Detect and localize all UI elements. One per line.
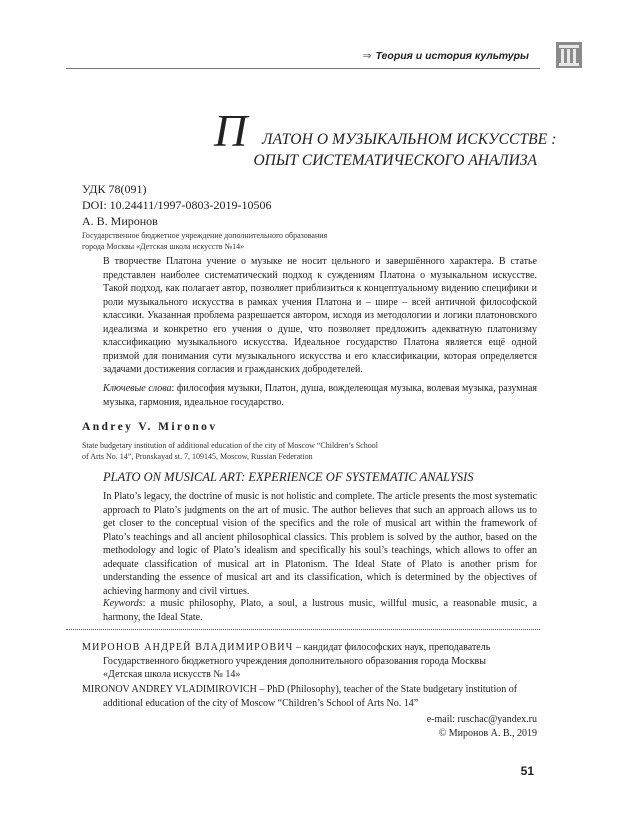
keywords-ru-text: : философия музыки, Платон, душа, вожделеющая музыка, волевая музыка, разумная музыка, гармония, идеальное государство. bbox=[103, 383, 537, 408]
page-number: 51 bbox=[520, 764, 534, 778]
author-ru: А. В. Миронов bbox=[82, 214, 158, 228]
keywords-en-label: Keywords bbox=[103, 598, 143, 609]
bio-ru-line-1 bbox=[82, 641, 537, 655]
bio-ru-line-3: «Детская школа искусств № 14» bbox=[103, 669, 241, 680]
affiliation-ru-line: города Москвы «Детская школа искусств №14» bbox=[82, 242, 245, 251]
title-line-1: ЛАТОН О МУЗЫКАЛЬНОМ ИСКУССТВЕ : bbox=[262, 131, 557, 148]
affiliation-en-line: State budgetary institution of additional education of the city of Moscow “Children’s School bbox=[82, 441, 378, 450]
doi: DOI: 10.24411/1997-0803-2019-10506 bbox=[82, 198, 272, 212]
abstract-ru: В творчестве Платона учение о музыке не носит цельного и завершённого характера. В статье представлен наиболее систематический подход к суждениям Платона о музыкальном искусстве. Такой подход, как полагает автор, позволяет приблизиться к концептуальному видению специфики и роли музыкального искусства в рамках учения Платона и – шире – всей античной философской классики. Указанная проблема разрешается автором, исходя из методологии и логики платоновского идеализма и конкретно его учения о душе, что позволяет предложить адекватную платонизму классификацию музыкального искусства. Идеальное государство Платона является ещё одной призмой для понимания сути музыкального искусства и его классификации, которая определяется задачами достижения согласия и гражданских добродетелей. bbox=[103, 256, 537, 375]
column-logo-icon bbox=[556, 40, 582, 70]
bio-ru bbox=[82, 641, 537, 682]
affiliation-ru-line: Государственное бюджетное учреждение дополнительного образования bbox=[82, 231, 328, 240]
abstract-en: In Plato’s legacy, the doctrine of music is not holistic and complete. The article presents the most systematic approach to Plato’s judgments on the art of music. The author believes that such an approach allows us to get closer to the conceptual vision of the specifics and the role of musical art within the framework of Plato’s teachings and all ancient philosophical classics. This problem is solved by the author, based on the methodology and logic of Plato’s idealism and specifically his soul’s teachings, which allows to offer an adequate classification of musical art in Platonism. The Ideal State of Plato is another prism for understanding the essence of musical art and its classification, which is determined by the objectives of achieving harmony and civil virtues. bbox=[103, 491, 537, 597]
section-title: Теория и история культуры bbox=[375, 50, 529, 62]
title-en: PLATO ON MUSICAL ART: EXPERIENCE OF SYSTEMATIC ANALYSIS bbox=[103, 470, 474, 484]
keywords-en-text: : a music philosophy, Plato, a soul, a lustrous music, willful music, a reasonable music, a harmony, the Ideal State. bbox=[103, 598, 537, 623]
arrow-icon: ⇒ bbox=[362, 50, 372, 62]
affiliation-ru bbox=[82, 230, 327, 252]
bio-en bbox=[82, 683, 537, 710]
affiliation-en bbox=[82, 440, 378, 462]
title-initial: П bbox=[214, 105, 248, 156]
header-rule bbox=[66, 68, 540, 69]
bio-en-line-2: additional education of the city of Moscow “Children’s School of Arts No. 14” bbox=[103, 697, 419, 709]
email: e-mail: ruschac@yandex.ru bbox=[426, 714, 537, 725]
bio-en-line-1: MIRONOV ANDREY VLADIMIROVICH – PhD (Philosophy), teacher of the State budgetary institution of bbox=[82, 684, 518, 695]
copyright: © Миронов А. В., 2019 bbox=[438, 728, 537, 739]
keywords-en bbox=[103, 597, 537, 624]
dotted-divider bbox=[66, 629, 540, 630]
author-en: Andrey V. Mironov bbox=[82, 421, 218, 433]
udk: УДК 78(091) bbox=[82, 182, 147, 196]
bio-ru-name: МИРОНОВ АНДРЕЙ ВЛАДИМИРОВИЧ bbox=[82, 642, 294, 653]
section-header bbox=[363, 50, 529, 62]
affiliation-en-line: of Arts No. 14”, Pronskayad st. 7, 109145, Moscow, Russian Federation bbox=[82, 452, 313, 461]
title-line-2: ОПЫТ СИСТЕМАТИЧЕСКОГО АНАЛИЗА bbox=[253, 152, 537, 169]
bio-ru-line1-rest: – кандидат философских наук, преподаватель bbox=[293, 642, 491, 653]
keywords-ru bbox=[103, 382, 537, 409]
bio-ru-line-2: Государственного бюджетного учреждения дополнительного образования города Москвы bbox=[103, 655, 486, 667]
keywords-ru-label: Ключевые слова bbox=[103, 383, 172, 394]
